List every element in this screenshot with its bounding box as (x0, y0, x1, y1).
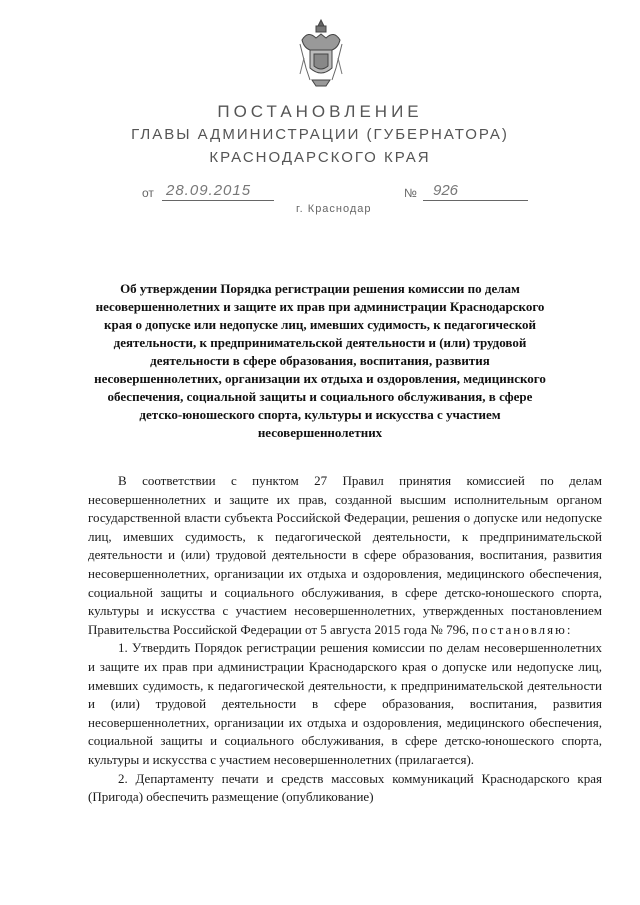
clause-1-paragraph: 1. Утвердить Порядок регистрации решения комиссии по делам несовершеннолетних и защите их прав при администрации Краснодарского края о допуске или недопуске лиц, имевших судимость, к педагогической деятельности, к предпринимательской деятельности и (или) трудовой деятельности в сфере образования, воспитания, развития несовершеннолетних, организации их отдыха и оздоровления, медицинского обеспечения, социальной защиты и социального обслуживания, в сфере детско-юношеского спорта, культуры и искусства с участием несовершеннолетних (прилагается). (88, 640, 602, 767)
document-number: 926 (433, 182, 459, 199)
region-heading: КРАСНОДАРСКОГО КРАЯ (209, 149, 431, 166)
document-body (88, 472, 602, 807)
preamble-text: В соответствии с пунктом 27 Правил принятия комиссией по делам несовершеннолетних и защите их прав, созданной высшим исполнительным органом государственной власти субъекта Российской Федерации, решения о допуске или недопуске лиц, имевших судимость, к педагогической деятельности, к предпринимательской деятельности и (или) трудовой деятельности в сфере образования, воспитания, развития несовершеннолетних, организации их отдыха и оздоровления, медицинского обеспечения, социальной защиты и социального обслуживания, в сфере детско-юношеского спорта, культуры и искусства с участием несовершеннолетних, утвержденных постановлением Правительства Российской Федерации от 5 августа 2015 года № 796, (88, 473, 602, 637)
clause-2-paragraph: 2. Департаменту печати и средств массовых коммуникаций Краснодарского края (Пригода) обеспечить размещение (опубликование) (88, 770, 602, 805)
number-underline (423, 200, 528, 201)
city-label: г. Краснодар (296, 203, 372, 215)
coat-of-arms-emblem (298, 18, 344, 90)
date-label: от (142, 186, 154, 200)
document-date: 28.09.2015 (166, 182, 252, 199)
date-underline (162, 200, 274, 201)
issuer-heading: ГЛАВЫ АДМИНИСТРАЦИИ (ГУБЕРНАТОРА) (131, 126, 509, 143)
preamble-paragraph (88, 472, 602, 639)
document-title: Об утверждении Порядка регистрации решения комиссии по делам несовершеннолетних и защите их прав при администрации Краснодарского края о допуске или недопуске лиц, имевших судимость, к педагогической деятельности, к предпринимательской деятельности и (или) трудовой деятельности в сфере образования, воспитания, развития несовершеннолетних, организации их отдыха и оздоровления, медицинского обеспечения, социальной защиты и социального обслуживания, в сфере детско-юношеского спорта, культуры и искусства с участием несовершеннолетних (94, 281, 546, 440)
document-type-heading: ПОСТАНОВЛЕНИЕ (217, 102, 423, 121)
resolution-keyword: постановляю: (472, 621, 573, 637)
number-label: № (404, 186, 417, 200)
